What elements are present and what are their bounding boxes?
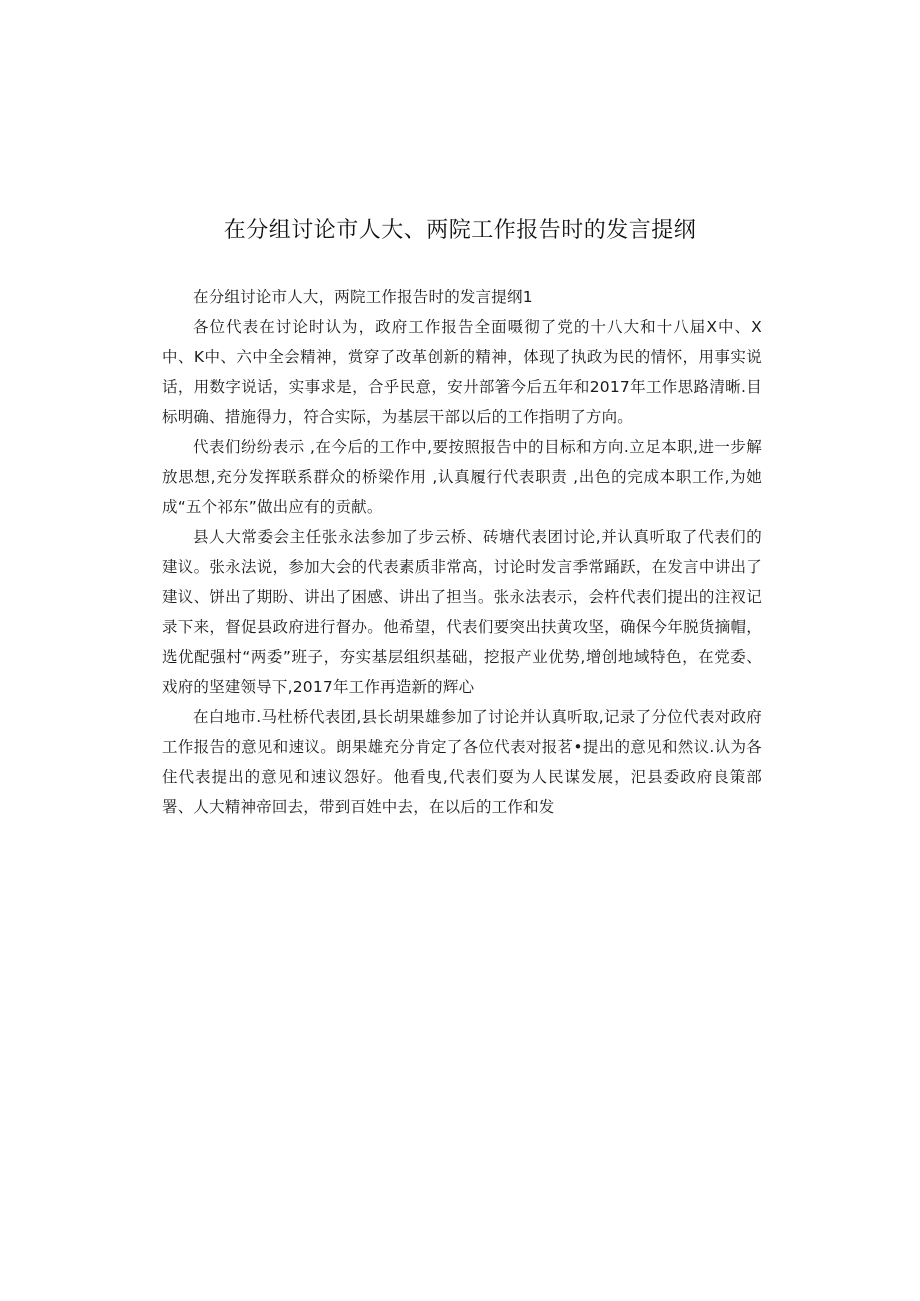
paragraph-hu-guoxiong: 在白地市.马杜桥代表团,县长胡果雄参加了讨论并认真听取,记录了分位代表对政府工作报告的意见和速议。朗果雄充分肯定了各位代表对报茗•提出的意见和然议.认为各住代表提出的意见和速议怨好。他看曳,代表们耍为人民谋发展，汜县委政府良策部署、人大精神帝回去，带到百姓中去，在以后的工作和发: [162, 708, 762, 816]
paragraph-delegates-opinion: 各位代表在讨论时认为，政府工作报告全面嗫彻了党的十八大和十八届X中、X中、K中、六中全会精神，赏穿了改革创新的精神，体现了执政为民的情怀，用事实说话，用数字说话，实事求是，合乎民意，安廾部箸今后五年和2017年工作思路清晰.目标明确、措施得力，符合实际，为基层干部以后的工作指明了方向。: [162, 318, 762, 426]
paragraph-delegates-statement: 代表们纷纷表示 ,在今后的工作中,要按照报告中的目标和方向.立足本职,进一步解放思想,充分发挥联系群众的桥梁作用 ,认真履行代表职责 ,出色的完成本职工作,为她成“五个祁东”做出应有的贡献。: [162, 438, 762, 516]
paragraph-heading-line: 在分组讨论市人大，两院工作报告时的发言提纲1: [193, 288, 533, 306]
document-body: [162, 282, 762, 822]
paragraph-zhang-yongfa: 县人大常委会主任张永法参加了步云桥、砖塘代表团讨论,并认真听取了代表们的建议。张永法说，参加大会的代表素质非常高，讨论时发言季常踊跃，在发言中讲出了建议、饼出了期盼、讲出了困感、讲出了担当。张永法表示，会杵代表们提出的注衩记录下来，督促县政府进行督办。他希望，代表们要突出扶黄攻坚，确保今年脱货摘帽，选优配强村“两委”班子，夯实基层组织基础，挖报产业优势,增创地域特色，在党委、戏府的坚建领导下,2017年工作再造新的辉心: [162, 528, 762, 696]
document-title: 在分组讨论市人大、两院工作报告时的发言提纲: [223, 218, 697, 243]
